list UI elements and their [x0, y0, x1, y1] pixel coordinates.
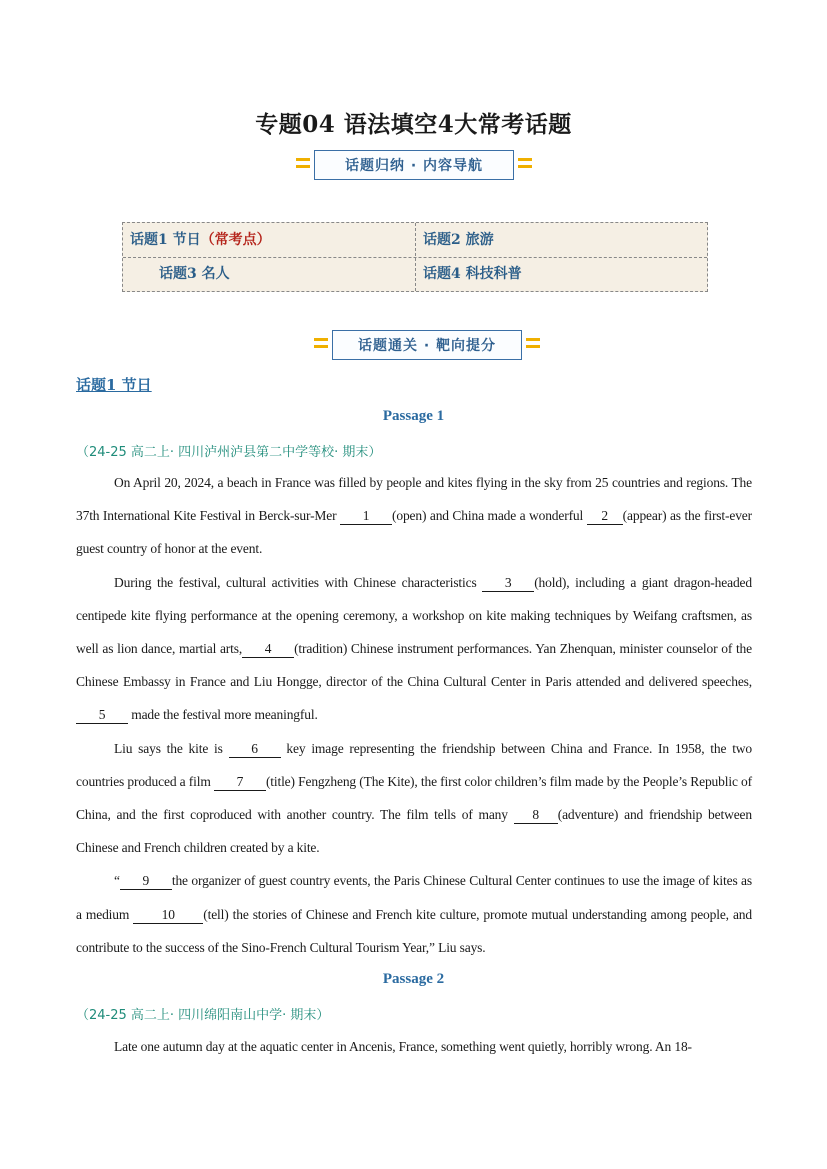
blank-9[interactable]: 9 [120, 873, 172, 890]
page-title: 专题04 语法填空4大常考话题 [255, 111, 572, 138]
banner-decoration-icon [314, 338, 328, 352]
topic-navigation-table [122, 222, 708, 292]
section-banner-nav [296, 150, 532, 180]
paragraph: On April 20, 2024, a beach in France was filled by people and kites flying in the sky from 25 countries and regions. The 37th International Kite Festival in Berck-sur-Mer 1 (open) and China made a wonderful 2 (appear) as the first-ever guest country of honor at the event. [76, 475, 752, 557]
blank-8[interactable]: 8 [514, 807, 558, 824]
blank-10[interactable]: 10 [133, 907, 203, 924]
section-heading-festival[interactable]: 话题1 节日 [76, 376, 152, 394]
section-banner-practice [314, 330, 540, 360]
blank-7[interactable]: 7 [214, 774, 266, 791]
paragraph: During the festival, cultural activities with Chinese characteristics 3 (hold), including a giant dragon-headed centipede kite flying performance at the opening ceremony, a workshop on kite making techniques by Weifang craftsmen, as well as lion dance, martial arts, 4 (tradition) Chinese instrument performances. Yan Zhenquan, minister counselor of the Chinese Embassy in France and Liu Hongge, director of the China Cultural Center in Paris attended and delivered speeches,5 made the festival more meaningful. [76, 574, 752, 723]
blank-3[interactable]: 3 [482, 575, 534, 592]
passage-1-source: （24-25 高二上· 四川泸州泸县第二中学等校· 期末） [76, 445, 382, 460]
banner-decoration-icon [526, 338, 540, 352]
passage-1-title: Passage 1 [382, 408, 445, 424]
banner-decoration-icon [296, 158, 310, 172]
blank-4[interactable]: 4 [242, 641, 294, 658]
passage-2-body [76, 1030, 752, 1063]
blank-1[interactable]: 1 [340, 508, 392, 525]
banner-label: 话题通关 · 靶向提分 [332, 330, 522, 360]
paragraph: “ 9 the organizer of guest country events, the Paris Chinese Cultural Center continues to use the image of kites as a medium 10 (tell) the stories of Chinese and French kite culture, promote mutual understanding among people, and contribute to the success of the Sino-French Cultural Tourism Year,” Liu says. [76, 873, 752, 955]
paragraph: Late one autumn day at the aquatic center in Ancenis, France, something went quietly, horribly wrong. An 18- [114, 1039, 692, 1054]
blank-6[interactable]: 6 [229, 741, 281, 758]
nav-topic-3[interactable]: 话题3 名人 [159, 266, 230, 282]
banner-decoration-icon [518, 158, 532, 172]
nav-topic-4[interactable]: 话题4 科技科普 [423, 266, 522, 282]
nav-topic-2[interactable]: 话题2 旅游 [423, 232, 494, 248]
passage-2-title: Passage 2 [382, 971, 445, 987]
paragraph: Liu says the kite is 6 key image representing the friendship between China and France. In 1958, the two countries produced a film 7 (title) Fengzheng (The Kite), the first color children’s film made by the People’s Republic of China, and the first coproduced with another country. The film tells of many 8 (adventure) and friendship between Chinese and French children created by a kite. [76, 740, 753, 856]
passage-2-source: （24-25 高二上· 四川绵阳南山中学· 期末） [76, 1008, 330, 1023]
nav-topic-1-label: 话题1 节日 [130, 232, 201, 248]
passage-1-body [76, 466, 752, 964]
banner-label: 话题归纳 · 内容导航 [314, 150, 514, 180]
blank-5[interactable]: 5 [76, 707, 128, 724]
table-divider [415, 223, 416, 291]
nav-topic-1-tag: （常考点） [200, 232, 271, 248]
nav-topic-1[interactable] [130, 223, 271, 257]
blank-2[interactable]: 2 [587, 508, 623, 525]
